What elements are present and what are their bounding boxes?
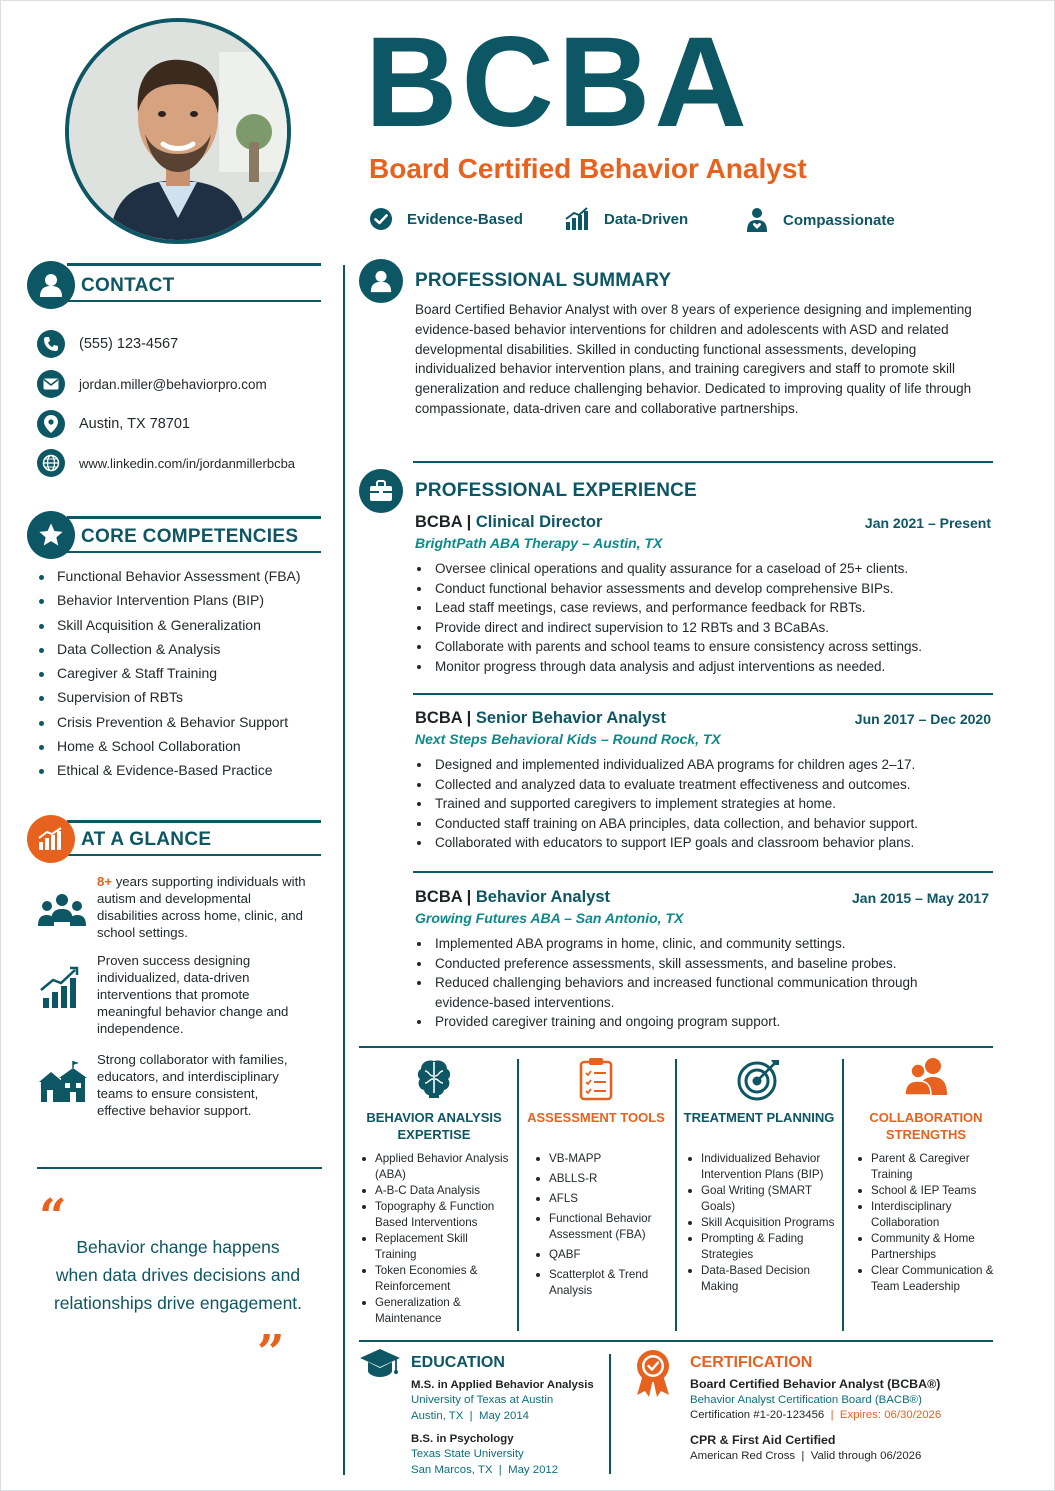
check-circle-icon (369, 207, 393, 231)
experience-heading: PROFESSIONAL EXPERIENCE (415, 480, 697, 501)
divider (413, 871, 993, 873)
list-item: Ethical & Evidence-Based Practice (37, 762, 327, 786)
tag-data-driven (564, 207, 744, 231)
job-bullets (415, 559, 985, 677)
glance-text: Strong collaborator with families, educators, and interdisciplinary teams to ensure consistent, effective behavior support. (97, 1052, 288, 1118)
school-name: Texas State University (411, 1448, 524, 1461)
job-company: Growing Futures ABA – San Antonio, TX (415, 910, 684, 926)
list-item: QABF (535, 1247, 665, 1263)
contact-location (37, 410, 190, 438)
list-item: Implemented ABA programs in home, clinic, and community settings. (415, 934, 925, 954)
main-title: BCBA (365, 11, 751, 154)
expiry-date: Expires: 06/30/2026 (839, 1409, 942, 1422)
list-item: Goal Writing (SMART Goals) (687, 1183, 835, 1215)
contact-linkedin[interactable] (37, 449, 295, 477)
skill-column (359, 1047, 509, 1333)
summary-header (359, 259, 999, 303)
degree-name: B.S. in Psychology (411, 1433, 514, 1445)
tag-evidence-based (369, 207, 549, 231)
skill-title: COLLABORATION STRENGTHS (869, 1110, 983, 1142)
list-item: Provided caregiver training and ongoing program support. (415, 1012, 925, 1032)
quote-close-mark: ” (257, 1325, 285, 1381)
list-item: Crisis Prevention & Behavior Support (37, 714, 327, 738)
job-dates: Jan 2015 – May 2017 (852, 890, 989, 906)
list-item: Interdisciplinary Collaboration (857, 1199, 1003, 1231)
summary-heading: PROFESSIONAL SUMMARY (415, 270, 672, 291)
list-item: Conducted staff training on ABA principles, data collection, and behavior support. (415, 814, 985, 834)
contact-email[interactable] (37, 370, 267, 398)
glance-text: 8+ years supporting individuals with autism and developmental disabilities across home, clinic, and school settings. (97, 874, 306, 940)
list-item: Monitor progress through data analysis and adjust interventions as needed. (415, 657, 985, 677)
list-item: Reduced challenging behaviors and increased functional communication through evidence-based interventions. (415, 973, 925, 1012)
job-title: BCBA | Senior Behavior Analyst (415, 709, 666, 727)
certification-issuer-line: American Red Cross | Valid through 06/2026 (690, 1449, 922, 1462)
job-dates: Jan 2021 – Present (864, 515, 991, 531)
column-divider (517, 1059, 519, 1331)
certification-name: CPR & First Aid Certified (690, 1433, 836, 1447)
contact-heading: CONTACT (81, 275, 175, 296)
skill-list (535, 1151, 665, 1303)
list-item: Conduct functional behavior assessments and develop comprehensive BIPs. (415, 579, 985, 599)
subtitle: Board Certified Behavior Analyst (369, 153, 807, 184)
skill-title: TREATMENT PLANNING (683, 1110, 835, 1125)
education-heading: EDUCATION (411, 1354, 505, 1371)
tag-label: Data-Driven (604, 210, 689, 228)
job-title: BCBA | Behavior Analyst (415, 888, 611, 906)
list-item: Topography & Function Based Interventions (361, 1199, 509, 1231)
growth-chart-icon (27, 815, 75, 863)
certification-entry (690, 1433, 1000, 1464)
list-item: AFLS (535, 1191, 665, 1207)
email-address: jordan.miller@behaviorpro.com (79, 376, 267, 392)
phone-icon (37, 330, 65, 358)
list-item: A-B-C Data Analysis (361, 1183, 509, 1199)
years-highlight: 8+ (97, 874, 113, 889)
team-icon (903, 1057, 949, 1097)
skill-column (683, 1047, 835, 1333)
column-divider (609, 1354, 611, 1474)
degree-meta: San Marcos, TX | May 2012 (411, 1463, 559, 1476)
column-divider (343, 265, 345, 1475)
certification-issuer: Behavior Analyst Certification Board (BACB®) (690, 1393, 922, 1406)
competency-list (37, 568, 327, 787)
column-divider (842, 1059, 844, 1331)
glance-header (27, 815, 321, 863)
glance-heading: AT A GLANCE (81, 829, 212, 850)
list-item: Token Economies & Reinforcement (361, 1263, 509, 1295)
certification-name: Board Certified Behavior Analyst (BCBA®) (690, 1377, 941, 1391)
list-item: VB-MAPP (535, 1151, 665, 1167)
certification-entry (690, 1377, 1000, 1424)
degree-name: M.S. in Applied Behavior Analysis (411, 1379, 594, 1391)
experience-header (359, 469, 999, 513)
tag-compassionate (745, 207, 945, 233)
degree-meta: Austin, TX | May 2014 (411, 1409, 529, 1422)
list-item: Data Collection & Analysis (37, 641, 327, 665)
list-item: Supervision of RBTs (37, 689, 327, 713)
list-item: Trained and supported caregivers to implement strategies at home. (415, 794, 985, 814)
column-divider (675, 1059, 677, 1331)
profile-photo (65, 18, 291, 244)
list-item: Skill Acquisition Programs (687, 1215, 835, 1231)
list-item: Home & School Collaboration (37, 738, 327, 762)
linkedin-url: www.linkedin.com/in/jordanmillerbcba (79, 455, 296, 471)
list-item: School & IEP Teams (857, 1183, 1003, 1199)
list-item: Community & Home Partnerships (857, 1231, 1003, 1263)
skill-column (525, 1047, 667, 1333)
list-item: Clear Communication & Team Leadership (857, 1263, 1003, 1295)
star-icon (27, 511, 75, 559)
skill-list (361, 1151, 509, 1327)
list-item: Provide direct and indirect supervision to 12 RBTs and 3 BCaBAs. (415, 618, 985, 638)
list-item: Lead staff meetings, case reviews, and performance feedback for RBTs. (415, 598, 985, 618)
job-dates: Jun 2017 – Dec 2020 (854, 711, 991, 727)
bar-chart-icon (564, 207, 590, 231)
brain-icon (415, 1057, 453, 1099)
list-item: Caregiver & Staff Training (37, 665, 327, 689)
quote-text: Behavior change happens when data drives decisions and relationships drive engagement. (53, 1237, 303, 1313)
group-people-icon (37, 885, 87, 935)
briefcase-icon (359, 469, 403, 513)
email-icon (37, 370, 65, 398)
list-item: Designed and implemented individualized ABA programs for children ages 2–17. (415, 755, 985, 775)
list-item: Scatterplot & Trend Analysis (535, 1267, 665, 1299)
list-item: Collected and analyzed data to evaluate treatment effectiveness and outcomes. (415, 775, 985, 795)
list-item: Functional Behavior Assessment (FBA) (535, 1211, 665, 1243)
skill-list (687, 1151, 835, 1295)
list-item: Prompting & Fading Strategies (687, 1231, 835, 1263)
certification-heading: CERTIFICATION (690, 1354, 813, 1371)
graduation-cap-icon (359, 1347, 401, 1379)
phone-number: (555) 123-4567 (79, 336, 179, 352)
target-icon (737, 1057, 781, 1101)
list-item: Parent & Caregiver Training (857, 1151, 1003, 1183)
divider (359, 1340, 993, 1342)
list-item: Generalization & Maintenance (361, 1295, 509, 1327)
list-item: Collaborated with educators to support IEP goals and classroom behavior plans. (415, 833, 985, 853)
skill-list (857, 1151, 1003, 1295)
skill-column (851, 1047, 1001, 1333)
job-bullets (415, 755, 985, 853)
school-house-icon (37, 1057, 87, 1107)
location-pin-icon (37, 410, 65, 438)
list-item: Skill Acquisition & Generalization (37, 617, 327, 641)
competencies-heading: CORE COMPETENCIES (81, 526, 299, 547)
skills-section (359, 1047, 999, 1333)
trend-chart-icon (37, 962, 87, 1012)
award-ribbon-icon (633, 1349, 673, 1397)
location-text: Austin, TX 78701 (79, 416, 190, 432)
competencies-header (27, 511, 321, 559)
skill-title: ASSESSMENT TOOLS (527, 1110, 665, 1125)
list-item: Oversee clinical operations and quality assurance for a caseload of 25+ clients. (415, 559, 985, 579)
list-item: Replacement Skill Training (361, 1231, 509, 1263)
tag-label: Compassionate (783, 211, 895, 229)
contact-phone[interactable] (37, 330, 178, 358)
clipboard-icon (579, 1057, 613, 1101)
certification-number-line: Certification #1-20-123456 | Expires: 06/30/2026 (690, 1409, 942, 1422)
job-company: Next Steps Behavioral Kids – Round Rock, TX (415, 731, 721, 747)
list-item: Applied Behavior Analysis (ABA) (361, 1151, 509, 1183)
job-company: BrightPath ABA Therapy – Austin, TX (415, 535, 663, 551)
quote-open-mark: “ (39, 1189, 67, 1245)
job-bullets (415, 934, 925, 1032)
list-item: Conducted preference assessments, skill assessments, and baseline probes. (415, 954, 925, 974)
list-item: ABLLS-R (535, 1171, 665, 1187)
user-icon (359, 259, 403, 303)
contact-header (27, 261, 321, 309)
degree-entry (411, 1378, 601, 1424)
tag-label: Evidence-Based (407, 210, 523, 228)
list-item: Collaborate with parents and school teams to ensure consistency across settings. (415, 637, 985, 657)
list-item: Functional Behavior Assessment (FBA) (37, 568, 327, 592)
person-heart-icon (745, 207, 769, 233)
skill-title: BEHAVIOR ANALYSIS EXPERTISE (366, 1110, 502, 1142)
list-item: Individualized Behavior Intervention Plans (BIP) (687, 1151, 835, 1183)
school-name: University of Texas at Austin (411, 1394, 554, 1407)
degree-entry (411, 1432, 601, 1478)
list-item: Data-Based Decision Making (687, 1263, 835, 1295)
divider (413, 693, 993, 695)
globe-icon (37, 449, 65, 477)
glance-text: Proven success designing individualized, data-driven interventions that promote meaningful behavior change and independence. (97, 953, 289, 1036)
summary-text: Board Certified Behavior Analyst with over 8 years of experience designing and implementing evidence-based behavior interventions for children and adolescents with ASD and related developmental disabilities. Skilled in conducting functional assessments, developing individualized behavior intervention plans, and training caregivers and staff to promote skill generalization and reduce challenging behavior. Dedicated to improving quality of life through compassionate, data-driven care and collaborative partnerships. (415, 302, 972, 416)
job-title: BCBA | Clinical Director (415, 513, 603, 531)
divider (37, 1167, 322, 1169)
user-icon (27, 261, 75, 309)
divider (413, 461, 993, 463)
list-item: Behavior Intervention Plans (BIP) (37, 592, 327, 616)
